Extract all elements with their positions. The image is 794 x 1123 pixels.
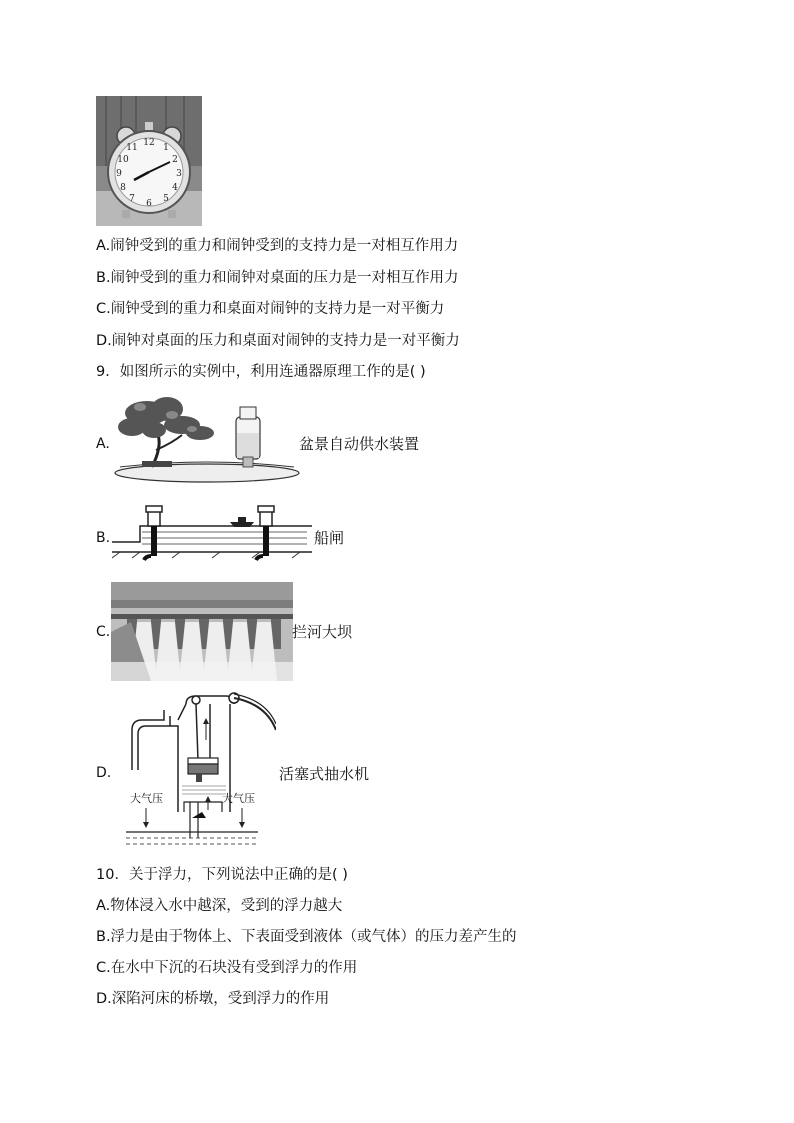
q8-option-a: A.闹钟受到的重力和闹钟受到的支持力是一对相互作用力 — [96, 238, 459, 254]
q10-option-d: D.深陷河床的桥墩，受到浮力的作用 — [96, 991, 330, 1007]
svg-text:4: 4 — [172, 183, 178, 193]
q10-stem: 10．关于浮力，下列说法中正确的是( ) — [96, 867, 348, 883]
svg-text:7: 7 — [129, 194, 135, 204]
svg-text:2: 2 — [172, 155, 178, 165]
q9-option-b-label: B. — [96, 530, 111, 546]
q8-option-b: B.闹钟受到的重力和闹钟对桌面的压力是一对相互作用力 — [96, 270, 459, 286]
q9-option-c-caption: 拦河大坝 — [292, 623, 353, 641]
piston-pump-figure — [126, 690, 276, 850]
ship-lock-figure — [112, 500, 314, 568]
q10-option-c: C.在水中下沉的石块没有受到浮力的作用 — [96, 960, 358, 976]
q8-option-c: C.闹钟受到的重力和桌面对闹钟的支持力是一对平衡力 — [96, 301, 445, 317]
q8-option-d: D.闹钟对桌面的压力和桌面对闹钟的支持力是一对平衡力 — [96, 333, 460, 349]
q9-option-b-caption: 船闸 — [314, 529, 345, 547]
svg-text:3: 3 — [176, 169, 182, 179]
bonsai-water-supply-figure — [112, 395, 302, 487]
q9-option-c-label: C. — [96, 624, 111, 640]
svg-text:9: 9 — [116, 169, 122, 179]
alarm-clock-image — [96, 96, 202, 226]
atmospheric-pressure-label-left: 大气压 — [130, 792, 163, 805]
svg-text:12: 12 — [143, 138, 155, 148]
svg-text:8: 8 — [120, 183, 126, 193]
svg-text:6: 6 — [146, 199, 152, 209]
svg-text:10: 10 — [117, 155, 129, 165]
q10-option-a: A.物体浸入水中越深，受到的浮力越大 — [96, 898, 343, 914]
atmospheric-pressure-label-right: 大气压 — [222, 792, 255, 805]
q10-option-b: B.浮力是由于物体上、下表面受到液体（或气体）的压力差产生的 — [96, 929, 517, 945]
q9-option-d-caption: 活塞式抽水机 — [279, 765, 370, 783]
river-dam-image — [111, 582, 293, 681]
svg-text:1: 1 — [163, 143, 169, 153]
q9-option-a-label: A. — [96, 436, 110, 452]
q9-stem: 9．如图所示的实例中，利用连通器原理工作的是( ) — [96, 364, 426, 380]
q9-option-d-label: D. — [96, 765, 112, 781]
svg-text:5: 5 — [163, 194, 169, 204]
q9-option-a-caption: 盆景自动供水装置 — [299, 435, 420, 453]
svg-text:11: 11 — [126, 143, 138, 153]
